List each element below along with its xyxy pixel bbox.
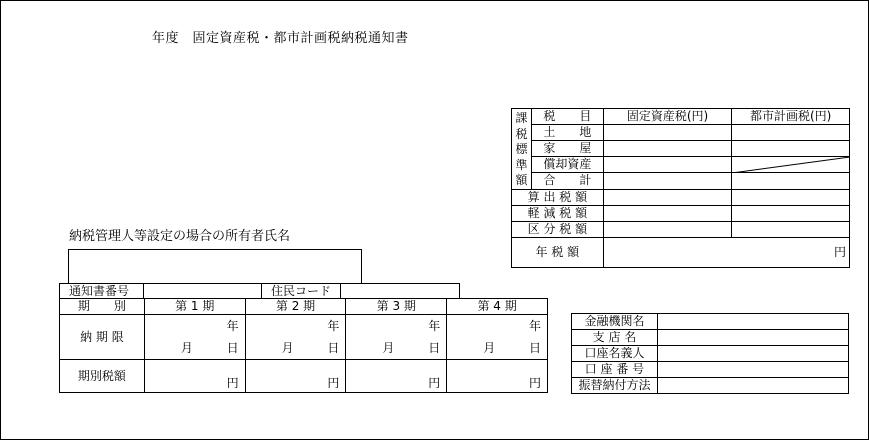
account-holder-field[interactable] xyxy=(657,346,848,362)
account-number-label: 口 座 番 号 xyxy=(572,362,658,378)
reduced-fixed-asset-cell[interactable] xyxy=(603,205,732,221)
bank-name-field[interactable] xyxy=(657,314,848,330)
vlabel-char: 課 xyxy=(515,111,528,125)
account-holder-label: 口座名義人 xyxy=(572,346,658,362)
year-unit: 年 xyxy=(428,319,441,333)
owner-name-field[interactable] xyxy=(68,249,362,284)
vlabel-char: 標 xyxy=(515,142,528,156)
total-city-planning-cell[interactable] xyxy=(732,173,850,189)
yen-unit: 円 xyxy=(428,376,441,390)
branch-name-field[interactable] xyxy=(657,330,848,346)
deadline-3[interactable] xyxy=(346,315,447,360)
calculated-fixed-asset-cell[interactable] xyxy=(603,189,732,205)
period-2: 第 2 期 xyxy=(245,299,346,315)
diagonal-strike xyxy=(732,157,850,173)
house-fixed-asset-cell[interactable] xyxy=(603,141,732,157)
division-city-planning-cell[interactable] xyxy=(732,221,850,237)
land-city-planning-cell[interactable] xyxy=(732,125,850,141)
year-unit: 年 xyxy=(226,319,239,333)
total-fixed-asset-cell[interactable] xyxy=(603,173,732,189)
bank-name-label: 金融機関名 xyxy=(572,314,658,330)
owner-name-label: 納税管理人等設定の場合の所有者氏名 xyxy=(69,229,291,244)
vlabel-char: 準 xyxy=(515,157,528,172)
deadline-label: 納 期 限 xyxy=(60,315,145,360)
day-unit: 日 xyxy=(327,341,340,355)
yen-unit: 円 xyxy=(833,244,846,259)
deadline-4[interactable] xyxy=(447,315,548,360)
year-unit: 年 xyxy=(327,319,340,333)
notice-number-label: 通知書番号 xyxy=(69,284,130,298)
period-3: 第 3 期 xyxy=(346,299,447,315)
yen-unit: 円 xyxy=(327,376,340,390)
deadline-2[interactable] xyxy=(245,315,346,360)
vlabel-char: 税 xyxy=(515,126,528,141)
tax-base-table xyxy=(511,108,850,268)
row-reduced-tax: 軽 減 税 額 xyxy=(512,205,604,221)
month-unit: 月 xyxy=(180,341,193,355)
division-fixed-asset-cell[interactable] xyxy=(603,221,732,237)
depreciable-fixed-asset-cell[interactable] xyxy=(603,157,732,173)
yen-unit: 円 xyxy=(528,376,541,390)
header-city-planning-tax: 都市計画税(円) xyxy=(732,109,850,125)
bank-info-table xyxy=(571,313,849,394)
row-land: 土 地 xyxy=(531,125,603,141)
month-unit: 月 xyxy=(382,341,395,355)
day-unit: 日 xyxy=(226,341,239,355)
amount-label: 期別税額 xyxy=(60,360,145,393)
yen-unit: 円 xyxy=(226,376,239,390)
amount-4[interactable] xyxy=(447,360,548,393)
month-unit: 月 xyxy=(281,341,294,355)
amount-2[interactable] xyxy=(245,360,346,393)
row-division-tax: 区 分 税 額 xyxy=(512,221,604,237)
document-title: 年度 固定資産税・都市計画税納税通知書 xyxy=(152,31,409,46)
amount-1[interactable] xyxy=(144,360,245,393)
row-total: 合 計 xyxy=(531,173,603,189)
month-unit: 月 xyxy=(483,341,496,355)
vlabel-char: 額 xyxy=(515,173,528,187)
period-1: 第 1 期 xyxy=(144,299,245,315)
calculated-city-planning-cell[interactable] xyxy=(732,189,850,205)
depreciable-city-planning-cell xyxy=(732,157,850,173)
deadline-1[interactable] xyxy=(144,315,245,360)
header-fixed-asset-tax: 固定資産税(円) xyxy=(603,109,732,125)
house-city-planning-cell[interactable] xyxy=(732,141,850,157)
day-unit: 日 xyxy=(528,341,541,355)
land-fixed-asset-cell[interactable] xyxy=(603,125,732,141)
transfer-method-label: 振替納付方法 xyxy=(572,378,658,394)
header-item: 税 目 xyxy=(531,109,603,125)
year-unit: 年 xyxy=(528,319,541,333)
row-calculated-tax: 算 出 税 額 xyxy=(512,189,604,205)
period-4: 第 4 期 xyxy=(447,299,548,315)
account-number-field[interactable] xyxy=(657,362,848,378)
annual-tax-amount[interactable] xyxy=(603,237,849,267)
day-unit: 日 xyxy=(428,341,441,355)
amount-3[interactable] xyxy=(346,360,447,393)
row-annual-tax: 年 税 額 xyxy=(512,237,604,267)
row-house: 家 屋 xyxy=(531,141,603,157)
tax-base-vertical-label xyxy=(512,109,532,190)
period-label: 期 別 xyxy=(60,299,145,315)
row-depreciable-assets: 償却資産 xyxy=(531,157,603,173)
branch-name-label: 支 店 名 xyxy=(572,330,658,346)
reduced-city-planning-cell[interactable] xyxy=(732,205,850,221)
payment-schedule-table xyxy=(59,298,548,393)
transfer-method-field[interactable] xyxy=(657,378,848,394)
resident-code-label: 住民コード xyxy=(271,284,332,298)
